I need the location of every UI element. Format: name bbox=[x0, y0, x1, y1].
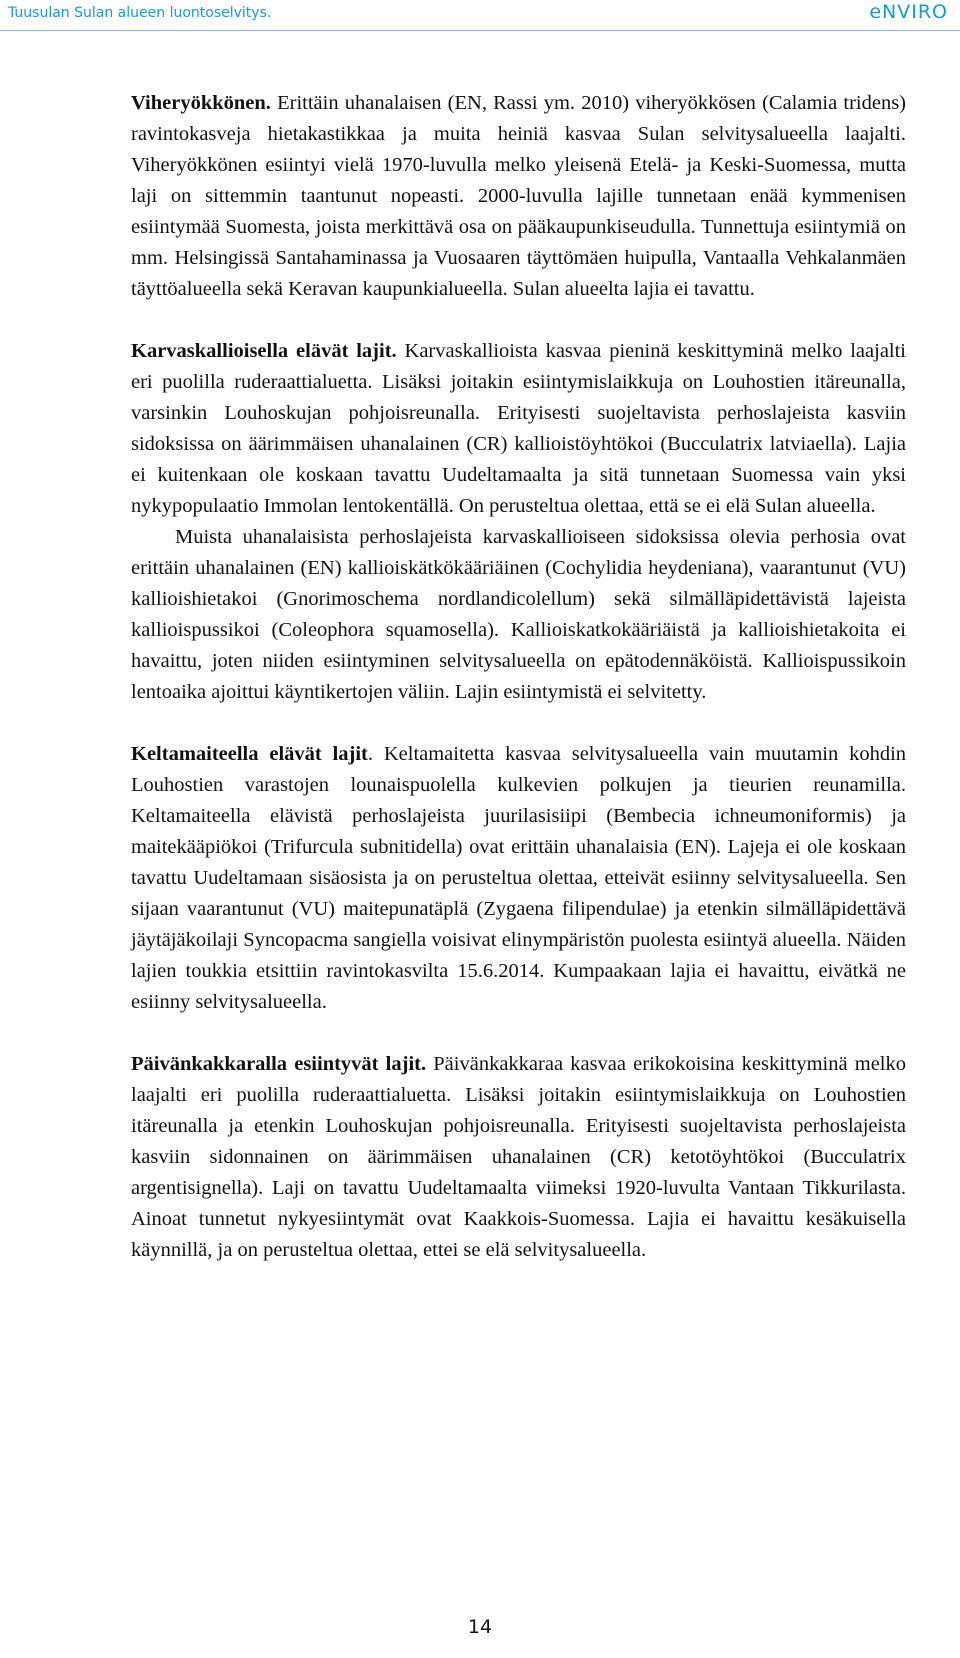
document-body bbox=[131, 88, 906, 1266]
paragraph-keltamaite bbox=[131, 739, 906, 1018]
enviro-logo: eNVIRO bbox=[869, 1, 948, 23]
paragraph-heading: Karvaskallioisella elävät lajit. bbox=[131, 340, 397, 362]
page-header bbox=[0, 0, 960, 31]
paragraph-text: Päivänkakkaraa kasvaa erikokoisina keskittyminä melko laajalti eri puolilla ruderaattialuetta. Lisäksi joitakin esiintymislaikkuja on Louhostien itäreunalla ja etenkin Louhoskujan pohjoisreunalla. Erityisesti suojeltavista perhoslajeista kasviin sidonnainen on äärimmäisen uhanalainen (CR) ketotöyhtökoi (Bucculatrix argentisignella). Laji on tavattu Uudeltamaalta viimeksi 1920-luvulta Vantaan Tikkurilasta. Ainoat tunnetut nykyesiintymät ovat Kaakkois-Suomessa. Lajia ei havaittu kesäkuisella käynnillä, ja on perusteltua olettaa, ettei se elä selvitysalueella. bbox=[131, 1053, 906, 1261]
paragraph-text: Karvaskallioista kasvaa pieninä keskittyminä melko laajalti eri puolilla ruderaattialuetta. Lisäksi joitakin esiintymislaikkuja on Louhostien itäreunalla, varsinkin Louhoskujan pohjoisreunalla. Erityisesti suojeltavista perhoslajeista kasviin sidoksissa on äärimmäisen uhanalainen (CR) kallioistöyhtökoi (Bucculatrix latviaella). Lajia ei kuitenkaan ole koskaan tavattu Uudeltamaalta ja sitä tunnetaan Suomessa vain yksi nykypopulaatio Immolan lentokentällä. On perusteltua olettaa, että se ei elä Sulan alueella. bbox=[131, 340, 906, 517]
paragraph-viheryokkonen bbox=[131, 88, 906, 305]
paragraph-paivankakkara bbox=[131, 1049, 906, 1266]
page-number: 14 bbox=[467, 1616, 493, 1638]
paragraph-heading: Viheryökkönen. bbox=[131, 92, 271, 114]
paragraph-text: Erittäin uhanalaisen (EN, Rassi ym. 2010) viheryökkösen (Calamia tridens) ravintokasveja hietakastikkaa ja muita heiniä kasvaa Sulan selvitysalueella laajalti. Viheryökkönen esiintyi vielä 1970-luvulla melko yleisenä Etelä- ja Keski-Suomessa, mutta laji on sittemmin taantunut nopeasti. 2000-luvulla lajille tunnetaan enää kymmenisen esiintymää Suomesta, joista merkittävä osa on pääkaupunkiseudulla. Tunnettuja esiintymiä on mm. Helsingissä Santahaminassa ja Vuosaaren täyttömäen huipulla, Vantaalla Vehkalanmäen täyttöalueella sekä Keravan kaupunkialueella. Sulan alueelta lajia ei tavattu. bbox=[131, 92, 906, 300]
paragraph-heading: Keltamaiteella elävät lajit bbox=[131, 743, 368, 765]
paragraph-muut-uhanalaiset bbox=[131, 522, 906, 708]
paragraph-text: . Keltamaitetta kasvaa selvitysalueella vain muutamin kohdin Louhostien varastojen lounaispuolella kulkevien polkujen ja tieurien reunamilla. Keltamaiteella elävistä perhoslajeista juurilasisiipi (Bembecia ichneumoniformis) ja maitekääpiökoi (Trifurcula subnitidella) ovat erittäin uhanalaisia (EN). Lajeja ei ole koskaan tavattu Uudeltamaan sisäosista ja on perusteltua olettaa, etteivät esiinny selvitysalueella. Sen sijaan vaarantunut (VU) maitepunatäplä (Zygaena filipendulae) ja etenkin silmälläpidettävä jäytäjäkoilaji Syncopacma sangiella voisivat elinympäristön puolesta esiintyä alueella. Näiden lajien toukkia etsittiin ravintokasvilta 15.6.2014. Kumpaakaan lajia ei havaittu, eivätkä ne esiinny selvitysalueella. bbox=[131, 743, 907, 1013]
document-title: Tuusulan Sulan alueen luontoselvitys. bbox=[8, 5, 272, 21]
paragraph-text: Muista uhanalaisista perhoslajeista karvaskallioiseen sidoksissa olevia perhosia ovat erittäin uhanalainen (EN) kallioiskätkökääriäinen (Cochylidia heydeniana), vaarantunut (VU) kallioishietakoi (Gnorimoschema nordlandicolellum) sekä silmälläpidettävistä lajeista kallioispussikoi (Coleophora squamosella). Kallioiskatkokääriäistä ja kallioishietakoita ei havaittu, joten niiden esiintyminen selvitysalueella on epätodennäköistä. Kallioispussikoin lentoaika ajoittui käyntikertojen väliin. Lajin esiintymistä ei selvitetty. bbox=[131, 526, 906, 703]
paragraph-heading: Päivänkakkaralla esiintyvät lajit. bbox=[131, 1053, 427, 1075]
paragraph-karvaskallioinen bbox=[131, 336, 906, 522]
